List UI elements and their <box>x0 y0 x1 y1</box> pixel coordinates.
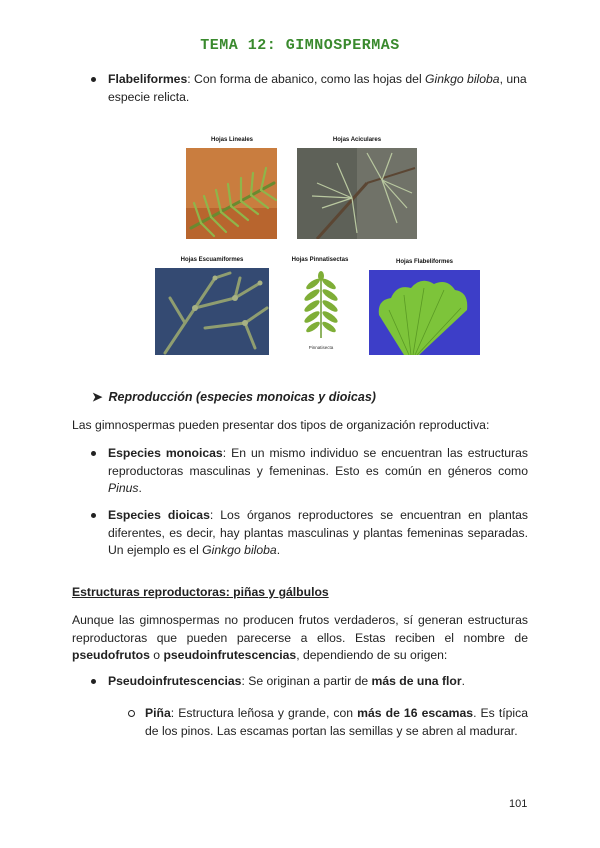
monoicas-text: : En un mismo individuo se encuentran las estructuras reproductoras masculinas y femeninas. Esto es común en géneros como <box>108 446 528 478</box>
mas-de-16-escamas: más de 16 escamas <box>357 706 474 720</box>
pina-term: Piña <box>145 706 171 720</box>
photo-escuamiformes <box>155 268 269 355</box>
pseudofrutos-term: pseudofrutos <box>72 648 150 662</box>
flabeliformes-term: Flabeliformes <box>108 72 188 86</box>
heading-reproduccion-text: Reproducción (especies monoicas y dioicas) <box>108 390 376 404</box>
circle-bullet <box>128 710 135 717</box>
pseudoinfrutescencias-term: pseudoinfrutescencias <box>163 648 297 662</box>
bullet-dot <box>91 679 96 684</box>
caption-lineales: Hojas Lineales <box>210 137 254 143</box>
pseudoinfrutescencias-bullet <box>108 673 528 691</box>
subheading-estructuras: Estructuras reproductoras: piñas y gálbulos <box>72 585 329 599</box>
flabeliformes-text-end: , una especie relicta. <box>108 72 527 104</box>
ginkgo-species: Ginkgo biloba <box>425 72 500 86</box>
pinus-genus: Pinus <box>108 481 139 495</box>
page-number: 101 <box>509 798 528 810</box>
bullet-dot <box>91 77 96 82</box>
pseudo-text-end: . <box>461 674 465 688</box>
bullet-dot <box>91 513 96 518</box>
heading-reproduccion <box>92 389 376 404</box>
dioicas-text-end: . <box>276 543 281 557</box>
flabeliformes-text: : Con forma de abanico, como las hojas del <box>187 72 426 86</box>
caption-flabeliformes: Hojas Flabeliformes <box>395 259 454 265</box>
intro-paragraph: Las gimnospermas pueden presentar dos tipos de organización reproductiva: <box>72 418 490 432</box>
caption-aciculares: Hojas Aciculares <box>332 137 382 143</box>
caption-pinnatisectas: Hojas Pinnatisectas <box>291 257 349 263</box>
para-text-3: , dependiendo de su origen: <box>296 648 448 662</box>
monoicas-bullet <box>108 445 528 498</box>
mas-de-una-flor: más de una flor <box>371 674 462 688</box>
page-title: TEMA 12: GIMNOSPERMAS <box>200 37 400 54</box>
pseudo-text: : Se originan a partir de <box>241 674 372 688</box>
monoicas-term: Especies monoicas <box>108 446 223 460</box>
ginkgo-species: Ginkgo biloba <box>202 543 277 557</box>
bullet-dot <box>91 451 96 456</box>
pina-text: : Estructura leñosa y grande, con <box>170 706 358 720</box>
photo-lineales <box>186 148 277 239</box>
pseudofrutos-paragraph <box>72 612 528 665</box>
dioicas-bullet <box>108 507 528 560</box>
photo-flabeliformes <box>369 270 480 355</box>
monoicas-text-end: . <box>138 481 142 495</box>
photo-aciculares <box>297 148 417 239</box>
arrow-icon: ➤ <box>92 390 103 404</box>
pseudoinfrutescencias-bullet-term: Pseudoinfrutescencias <box>108 674 242 688</box>
drawing-pinnatisectas <box>298 268 344 355</box>
pinnatisecta-label: Pinnatisecta <box>308 345 334 350</box>
para-text-2: o <box>149 648 164 662</box>
pina-text-end: . Es típica de los pinos. Las escamas portan las semillas y se abren al madurar. <box>145 706 528 738</box>
para-text-1: Aunque las gimnospermas no producen frutos verdaderos, sí generan estructuras reproductoras que pueden parecerse a ellos. Estas reciben el nombre de <box>72 613 528 645</box>
flabeliformes-bullet <box>108 71 528 106</box>
dioicas-text: : Los órganos reproductores se encuentran en plantas diferentes, es decir, hay plantas masculinas y plantas femeninas separadas. Un ejemplo es el <box>108 508 528 557</box>
pina-subbullet <box>145 705 528 740</box>
caption-escuamiformes: Hojas Escuamiformes <box>180 257 244 263</box>
dioicas-term: Especies dioicas <box>108 508 210 522</box>
